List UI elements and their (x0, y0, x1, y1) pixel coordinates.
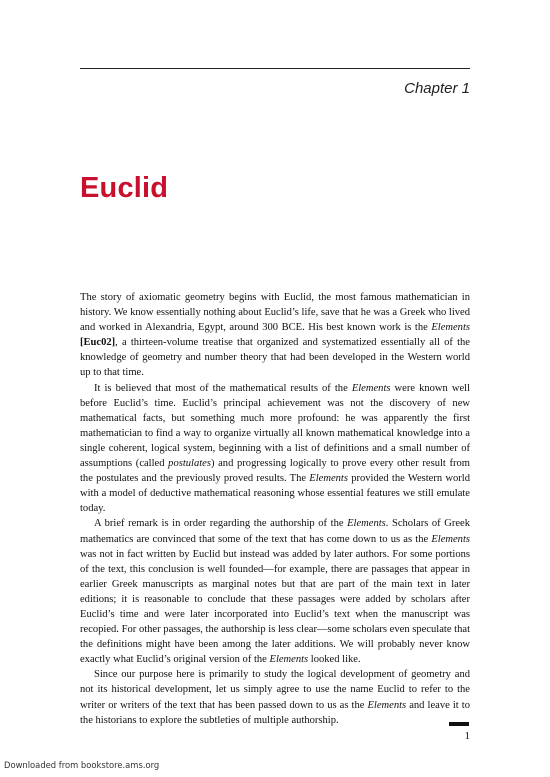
text-run: It is believed that most of the mathematical results of the (94, 382, 352, 394)
text-run: was not in fact written by Euclid but instead was added by later authors. For some portions of the text, this conclusion is well founded—for example, there are passages that appear in earlier Greek manuscripts as marginal notes but that are part of the main text in later editions; it is reasonable to conclude that these passages were added by scholars after Euclid’s time and were later incorporated into Euclid’s text when the manuscript was recopied. For other passages, the authorship is less clear—some scholars even speculate that the definitions might have been among the later additions. We will probably never know exactly what Euclid’s original version of the (80, 548, 470, 666)
emphasis-text: Elements (269, 654, 309, 666)
paragraph (80, 516, 470, 667)
emphasis-text: postulates (168, 458, 211, 470)
text-run: provided the Western world with a model of deductive mathematical reasoning whose essential features we still emulate today. (80, 473, 470, 515)
text-run: A brief remark is in order regarding the authorship of the (94, 518, 348, 530)
emphasis-text: Elements (351, 382, 391, 394)
paragraph (80, 667, 470, 727)
chapter-label: Chapter 1 (404, 80, 470, 97)
text-run: were known well before Euclid’s time. Euclid’s principal achievement was not the discovery of new mathematical facts, but something much more profound: he was apparently the first mathematician to find a way to organize virtually all known mathematical knowledge into a single coherent, logical system, beginning with a list of definitions and a small number of assumptions (called (80, 382, 471, 470)
emphasis-text: Elements (309, 473, 348, 485)
body-text (80, 290, 470, 728)
paragraph (80, 290, 470, 381)
header-rule (80, 68, 470, 69)
text-run: The story of axiomatic geometry begins with Euclid, the most famous mathematician in history. We know essentially nothing about Euclid’s life, save that he was a Greek who lived and worked in Alexandria, Egypt, around 300 BCE. His best known work is the (80, 292, 470, 334)
text-run: looked like. (308, 654, 361, 666)
page-number: 1 (464, 730, 470, 742)
emphasis-text: Elements (367, 699, 407, 711)
paragraph (80, 381, 470, 517)
emphasis-text: Elements (347, 518, 386, 530)
text-run: , a thirteen-volume treatise that organized and systematized essentially all of the knowledge of geometry and number theory that had been developed in the Western world up to that time. (80, 337, 470, 379)
text-run: . Scholars of Greek mathematics are convinced that some of the text that has come down to us as the (80, 518, 471, 545)
emphasis-text: Elements (431, 533, 470, 545)
text-run: Since our purpose here is primarily to study the logical development of geometry and not its historical development, let us simply agree to use the name Euclid to refer to the writer or writers of the text that has been passed down to us as the (80, 669, 470, 711)
citation: [Euc02] (80, 337, 116, 349)
page-number-marker (449, 722, 469, 726)
text-run: and leave it to the historians to explore the subtleties of multiple authorship. (80, 699, 470, 726)
download-note: Downloaded from bookstore.ams.org (4, 760, 160, 770)
text-run: ) and progressing logically to prove every other result from the postulates and the previously proved results. The (80, 458, 470, 485)
emphasis-text: Elements (431, 322, 470, 334)
chapter-title: Euclid (80, 172, 169, 204)
